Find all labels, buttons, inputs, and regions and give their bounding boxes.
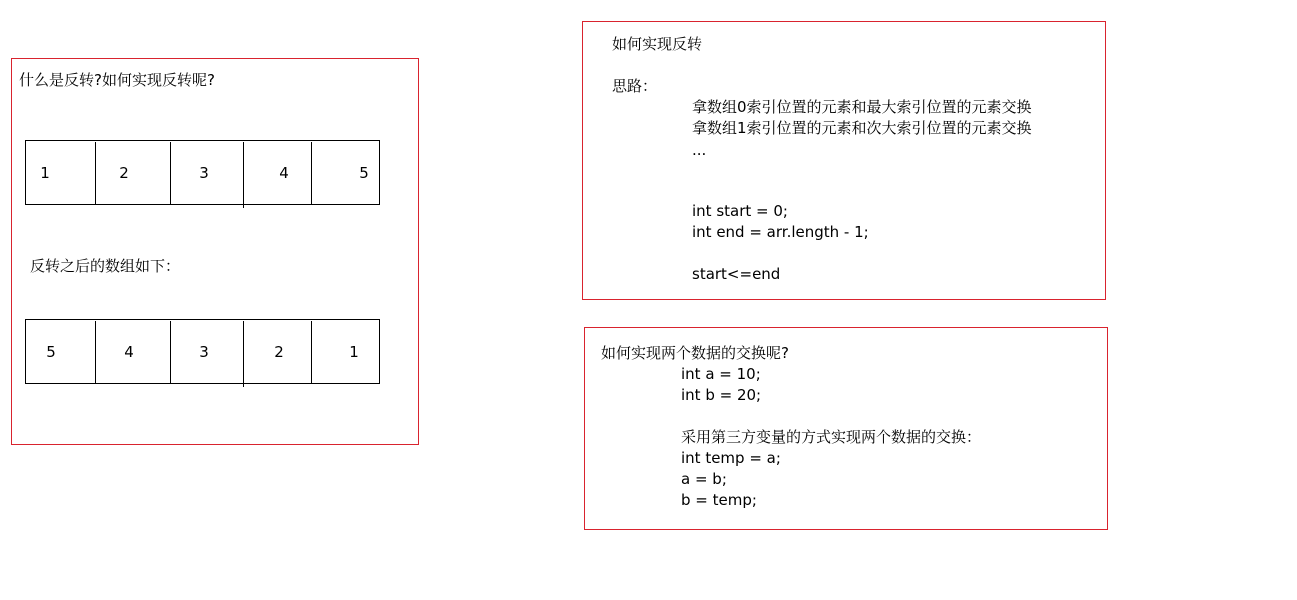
idea-line: 拿数组1索引位置的元素和次大索引位置的元素交换 [692, 119, 1032, 137]
reversed-array [25, 319, 381, 386]
code-line: int temp = a; [681, 449, 781, 467]
array-cell: 4 [279, 164, 289, 182]
array-divider [243, 142, 244, 208]
array-divider [379, 319, 380, 384]
idea-label: 思路： [612, 77, 658, 95]
array-divider [311, 321, 312, 384]
array-divider [25, 319, 26, 384]
array-divider [170, 321, 171, 384]
code-line: a = b; [681, 470, 727, 488]
reverse-method-title: 如何实现反转 [612, 35, 703, 53]
code-line: int start = 0; [692, 202, 788, 220]
array-divider [95, 142, 96, 205]
array-cell: 1 [349, 343, 359, 361]
code-line: b = temp; [681, 491, 757, 509]
idea-line: ... [692, 141, 707, 159]
array-divider [243, 321, 244, 387]
array-cell: 3 [199, 164, 209, 182]
array-divider [311, 142, 312, 205]
after-reverse-label: 反转之后的数组如下： [30, 257, 181, 275]
array-cell: 5 [46, 343, 56, 361]
array-cell: 1 [40, 164, 50, 182]
array-cell: 5 [359, 164, 369, 182]
array-cell: 4 [124, 343, 134, 361]
code-line: int end = arr.length - 1; [692, 223, 869, 241]
idea-line: 拿数组0索引位置的元素和最大索引位置的元素交换 [692, 98, 1032, 116]
reverse-question: 什么是反转?如何实现反转呢? [19, 71, 215, 89]
array-divider [95, 321, 96, 384]
original-array [25, 140, 381, 207]
array-cell: 3 [199, 343, 209, 361]
code-line: start<=end [692, 265, 781, 283]
code-line: int a = 10; [681, 365, 761, 383]
reverse-method-panel [582, 21, 1106, 300]
swap-method-title: 如何实现两个数据的交换呢? [601, 344, 789, 362]
array-cell: 2 [274, 343, 284, 361]
array-divider [170, 142, 171, 205]
code-line: int b = 20; [681, 386, 762, 404]
left-panel [11, 58, 419, 445]
swap-explanation: 采用第三方变量的方式实现两个数据的交换： [681, 428, 982, 446]
array-cell: 2 [119, 164, 129, 182]
